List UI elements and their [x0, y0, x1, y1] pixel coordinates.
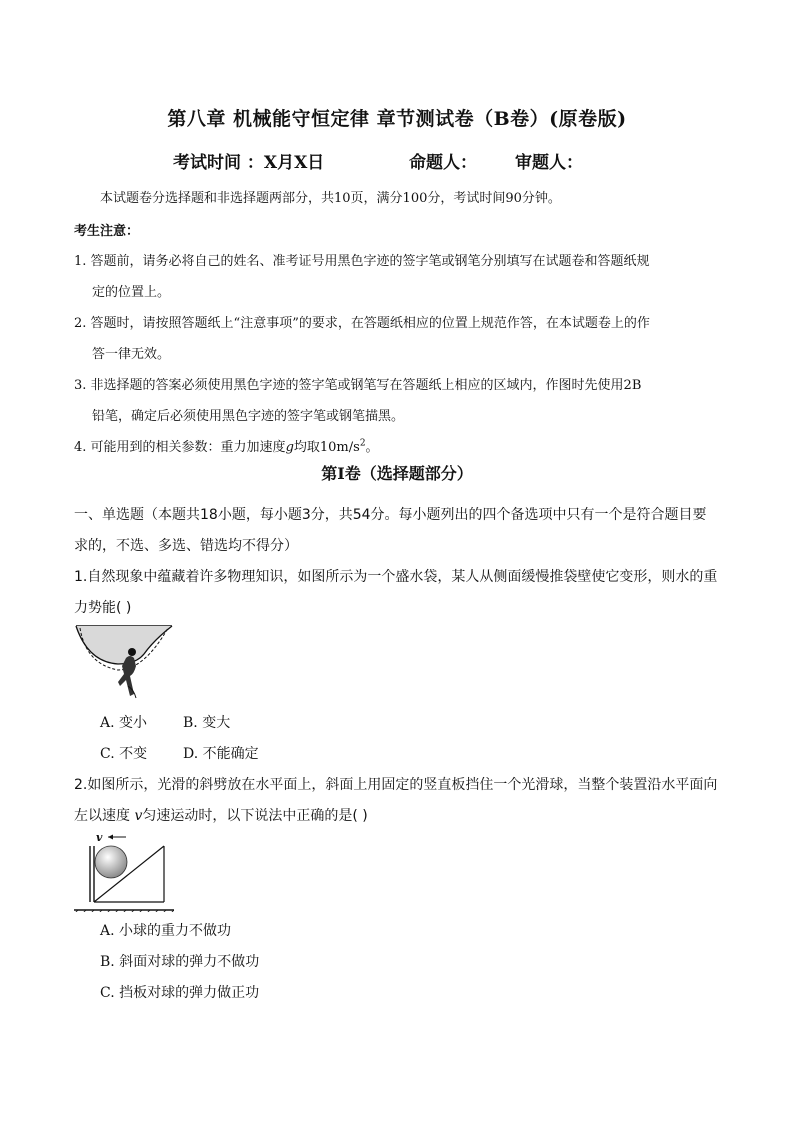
q1-option-a[interactable]: A. 变小 — [100, 715, 148, 731]
question-1-text: 1.自然现象中蕴藏着许多物理知识，如图所示为一个盛水袋，某人从侧面缓慢推袋壁使它变形，则水的重 — [74, 569, 718, 585]
symbol-v: v — [134, 808, 143, 824]
notice-num: 2. — [74, 316, 87, 331]
notice-heading: 考生注意： — [74, 224, 140, 239]
reviewer-label: 审题人： — [515, 153, 583, 173]
q1-option-c[interactable]: C. 不变 — [100, 746, 148, 762]
notice-item-3 — [74, 374, 641, 393]
page-title: 第八章 机械能守恒定律 章节测试卷（B卷）(原卷版) — [167, 108, 627, 130]
notice-item-2-cont: 答一律无效。 — [92, 347, 171, 362]
author-label: 命题人： — [409, 153, 477, 173]
q1-option-d[interactable]: D. 不能确定 — [183, 746, 259, 762]
notice-num: 4. — [74, 440, 87, 455]
notice-item-3-cont: 铅笔，确定后必须使用黑色字迹的签字笔或钢笔描黑。 — [92, 409, 405, 424]
question-2-text: 2.如图所示，光滑的斜劈放在水平面上，斜面上用固定的竖直板挡住一个光滑球，当整个装置沿水平面向 — [74, 777, 718, 793]
symbol-g: g — [285, 440, 294, 455]
notice-item-4: 4. 可能用到的相关参数：重力加速度g均取$10m/s^2$。 — [74, 438, 379, 455]
water-bag-figure — [74, 624, 174, 700]
q2-option-c[interactable]: C. 挡板对球的弹力做正功 — [100, 985, 260, 1001]
notice-item-1-cont: 定的位置上。 — [92, 285, 171, 300]
q2-option-b[interactable]: B. 斜面对球的弹力不做功 — [100, 954, 260, 970]
intro-text: 本试题卷分选择题和非选择题两部分，共10页，满分100分，考试时间90分钟。 — [100, 191, 561, 206]
incline-ball-figure — [74, 830, 174, 912]
notice-text: 答题时，请按照答题纸上“注意事项”的要求，在答题纸相应的位置上规范作答，在本试题卷上的作 — [90, 316, 650, 331]
notice-text: 答题前，请务必将自己的姓名、准考证号用黑色字迹的签字笔或钢笔分别填写在试题卷和答题纸规 — [90, 254, 650, 269]
q2-option-a[interactable]: A. 小球的重力不做功 — [100, 923, 232, 939]
notice-item-1 — [74, 250, 650, 269]
notice-item-2 — [74, 312, 650, 331]
q1-option-b[interactable]: B. 变大 — [183, 715, 231, 731]
part1-heading-cont: 求的，不选、多选、错选均不得分） — [74, 538, 298, 554]
notice-text: 非选择题的答案必须使用黑色字迹的签字笔或钢笔写在答题纸上相应的区域内，作图时先使用2B — [90, 378, 642, 393]
question-1-text-cont: 力势能( ) — [74, 600, 132, 616]
exam-time: 考试时间 ：X月X日 — [173, 153, 325, 173]
section-title: 第I卷（选择题部分） — [321, 464, 473, 483]
exam-info — [173, 148, 583, 173]
notice-text: 可能用到的相关参数：重力加速度 — [90, 440, 286, 455]
part1-heading: 一、单选题（本题共18小题，每小题3分，共54分。每小题列出的四个备选项中只有一个是符合题目要 — [74, 507, 707, 523]
notice-num: 1. — [74, 254, 87, 269]
question-2-text-cont: 左以速度 v匀速运动时，以下说法中正确的是( ) — [74, 808, 368, 824]
notice-num: 3. — [74, 378, 87, 393]
velocity-label: v — [96, 831, 103, 844]
